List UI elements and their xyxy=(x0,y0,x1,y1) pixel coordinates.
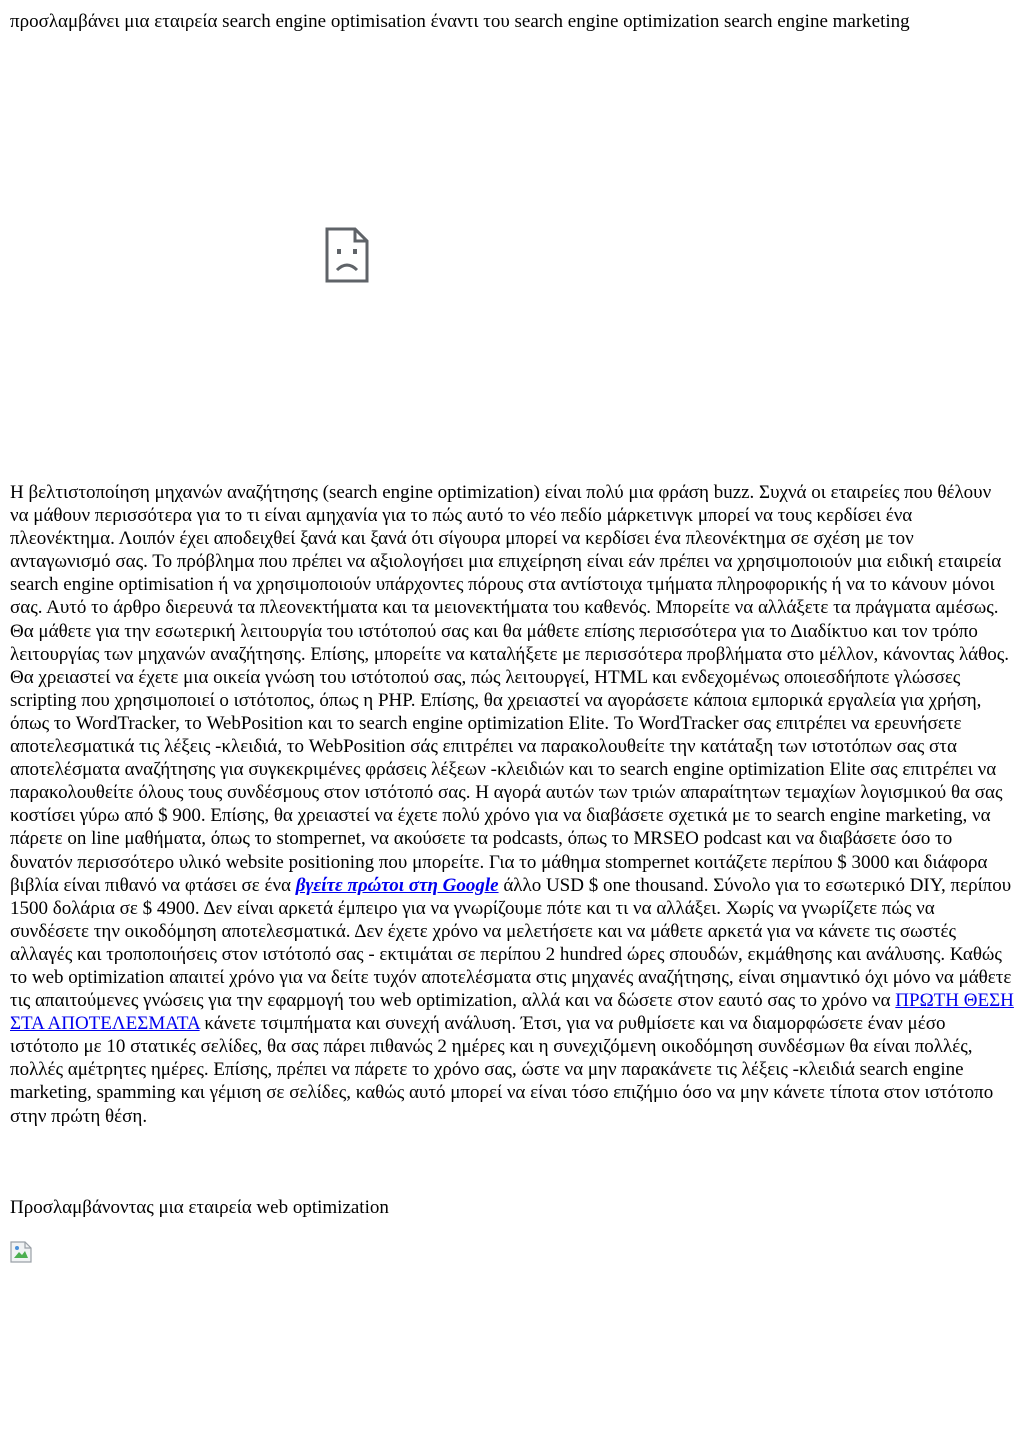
paragraph-text-part2: άλλο USD $ one thousand. Σύνολο για το εσωτερικό DIY, περίπου 1500 δολάρια σε $ 4900. Δεν είναι αρκετά έμπειρο για να γνωρίζουμε πότε και τι να αλλάξει. Χωρίς να γνωρίζετε πώς να συνδέσετε την οικοδόμηση αποτελεσματικά. Δεν έχετε χρόνο να μελετήσετε και να μάθετε αρκετά για να κάνετε τις σωστές αλλαγές και τροποποιήσεις στον ιστότοπό σας - εκτιμάται σε περίπου 2 hundred ώρες σπουδών, εκμάθησης και ανάλυσης. Καθώς το web optimization απαιτεί χρόνο για να δείτε τυχόν αποτελέσματα στις μηχανές αναζήτησης, είναι σημαντικό όχι μόνο να μάθετε τις απαιτούμενες γνώσεις για την εφαρμογή του web optimization, αλλά και να δώσετε στον εαυτό σας το χρόνο να xyxy=(10,874,1012,1012)
link-first-position-results[interactable]: ΠΡΩΤΗ ΘΕΣΗ ΣΤΑ ΑΠΟΤΕΛΕΣΜΑΤΑ xyxy=(10,990,1014,1035)
page-title: προσλαμβάνει μια εταιρεία search engine optimisation έναντι του search engine optimization search engine marketing xyxy=(10,11,910,32)
link-first-on-google[interactable]: βγείτε πρώτοι στη Google xyxy=(295,874,499,896)
paragraph-text-part1: Η βελτιστοποίηση μηχανών αναζήτησης (search engine optimization) είναι πολύ μια φράση buzz. Συχνά οι εταιρείες που θέλουν να μάθουν περισσότερα για το τι είναι αμηχανία για το πώς αυτό το νέο πεδίο μάρκετινγκ μπορεί να τους κερδίσει ένα πλεονέκτημα. Λοιπόν έχει αποδειχθεί ξανά και ξανά ότι σίγουρα μπορεί να κερδίσει ένα πλεονέκτημα σε σχέση με τον ανταγωνισμό σας. Το πρόβλημα που πρέπει να αξιολογήσει μια επιχείρηση είναι εάν πρέπει να χρησιμοποιούν μια ειδική εταιρεία search engine optimisation ή να χρησιμοποιούν υπάρχοντες πόρους στα αντίστοιχα τμήματα πληροφορικής ή να το κάνουν μόνοι σας. Αυτό το άρθρο διερευνά τα πλεονεκτήματα και τα μειονεκτήματα του καθενός. Μπορείτε να αλλάξετε τα πράγματα αμέσως. Θα μάθετε για την εσωτερική λειτουργία του ιστότοπού σας και θα μάθετε επίσης περισσότερα για το Διαδίκτυο και τον τρόπο λειτουργίας των μηχανών αναζήτησης. Επίσης, μπορείτε να καταλήξετε με περισσότερα προβλήματα στο μέλλον, κάνοντας λάθος. Θα χρειαστεί να έχετε μια οικεία γνώση του ιστότοπού σας, πώς λειτουργεί, HTML και ενδεχομένως οποιεσδήποτε γλώσσες scripting που χρησιμοποιεί ο ιστότοπος, όπως η PHP. Επίσης, θα χρειαστεί να αγοράσετε κάποια εμπορικά εργαλεία για χρήση, όπως το WordTracker, το WebPosition και το search engine optimization Elite. Το WordTracker σας επιτρέπει να ερευνήσετε αποτελεσματικά τις λέξεις -κλειδιά, το WebPosition σάς επιτρέπει να παρακολουθείτε την κατάταξη των ιστοτόπων σας στα αποτελέσματα αναζήτησης για συγκεκριμένες φράσεις λέξεων -κλειδιών και το search engine optimization Elite σας επιτρέπει να παρακολουθείτε όλους τους συνδέσμους στον ιστότοπό σας. Η αγορά αυτών των τριών απαραίτητων τεμαχίων λογισμικού θα σας κοστίσει γύρω από $ 900. Επίσης, θα χρειαστεί να έχετε πολύ χρόνο για να διαβάσετε σχετικά με το search engine marketing, να πάρετε on line μαθήματα, όπως το stompernet, να ακούσετε τα podcasts, όπως το MRSEO podcast και να διαβάσετε όσο το δυνατόν περισσότερο υλικό website positioning που μπορείτε. Για το μάθημα stompernet κοιτάζετε περίπου $ 3000 και διάφορα βιβλία είναι πιθανό να φτάσει σε ένα xyxy=(10,482,1010,896)
paragraph-text-part3: κάνετε τσιμπήματα και συνεχή ανάλυση. Έτσι, για να ρυθμίσετε και να διαμορφώσετε έναν μέσο ιστότοπο με 10 στατικές σελίδες, θα σας πάρει πιθανώς 2 ημέρες και η συνεχιζόμενη οικοδόμηση συνδέσμων θα είναι πολλές, πολλές αμέτρητες ημέρες. Επίσης, πρέπει να πάρετε το χρόνο σας, ώστε να μην παρακάνετε τις λέξεις -κλειδιά search engine marketing, spamming και γέμιση σε σελίδες, καθώς αυτό μπορεί να είναι τόσο επιζήμιο όσο να μην κάνετε τίποτα στον ιστότοπο στην πρώτη θέση. xyxy=(10,1013,994,1127)
section-subheading: Προσλαμβάνοντας μια εταιρεία web optimization xyxy=(10,1197,389,1218)
article-paragraph xyxy=(10,481,1014,1128)
broken-document-icon xyxy=(325,227,369,283)
broken-image-icon xyxy=(10,1241,32,1263)
